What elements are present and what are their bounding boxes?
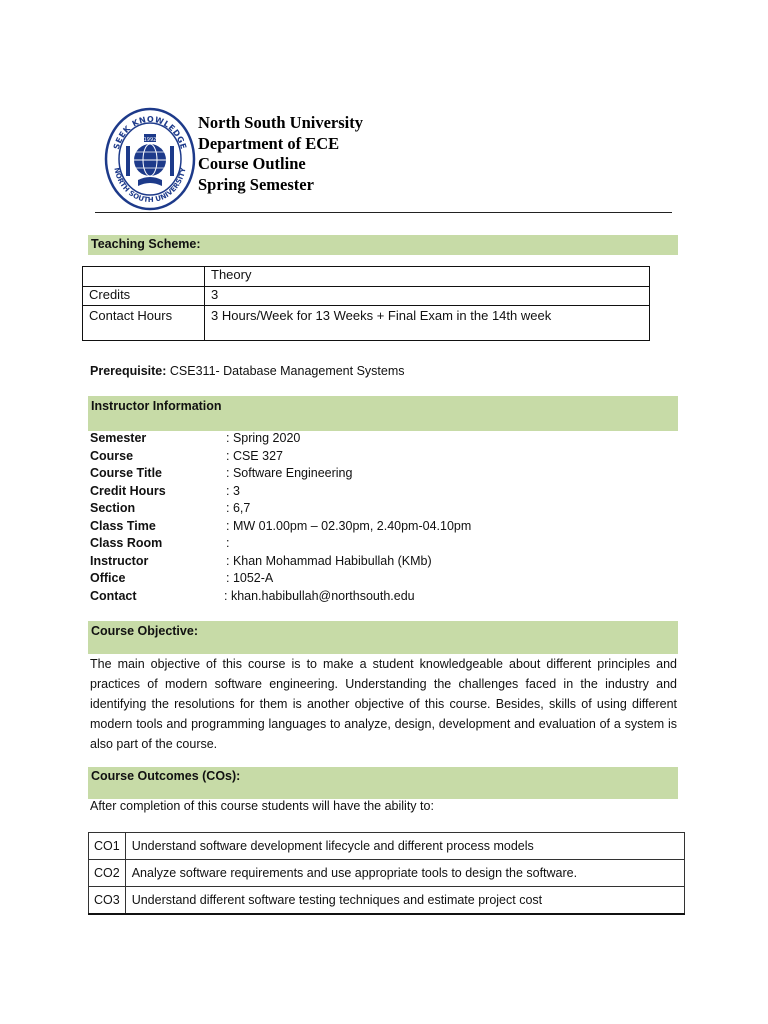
university-logo xyxy=(104,106,196,212)
teaching-scheme-value: 3 Hours/Week for 13 Weeks + Final Exam in the 14th week xyxy=(205,306,650,341)
teaching-scheme-heading: Teaching Scheme: xyxy=(88,235,678,255)
teaching-scheme-label: Contact Hours xyxy=(83,306,205,341)
info-value: : 1052-A xyxy=(226,571,274,585)
course-outcomes-intro: After completion of this course students will have the ability to: xyxy=(90,799,434,813)
logo-motto-top: SEEK KNOWLEDGE xyxy=(111,114,189,151)
co-id: CO3 xyxy=(89,887,126,915)
co-text: Analyze software requirements and use appropriate tools to design the software. xyxy=(125,860,684,887)
teaching-scheme-value: Theory xyxy=(205,267,650,287)
header-department: Department of ECE xyxy=(198,134,340,153)
co-text: Understand different software testing techniques and estimate project cost xyxy=(125,887,684,915)
header-semester: Spring Semester xyxy=(198,175,314,194)
info-value: : MW 01.00pm – 02.30pm, 2.40pm-04.10pm xyxy=(226,518,472,533)
course-objective-text: The main objective of this course is to make a student knowledgeable about different principles and practices of modern software engineering. Understanding the challenges faced in the industry and identifying the resolutions for them is another objective of this course. Besides, skills of using different modern tools and programming languages to analyze, design, development and evaluation of a system is also part of the course. xyxy=(90,657,677,751)
logo-motto-bottom: NORTH SOUTH UNIVERSITY xyxy=(112,166,188,205)
info-value: : Khan Mohammad Habibullah (KMb) xyxy=(226,553,432,568)
course-objective-heading: Course Objective: xyxy=(88,621,678,654)
info-label: Course xyxy=(90,448,134,463)
teaching-scheme-row xyxy=(83,306,650,341)
co-text: Understand software development lifecycle and different process models xyxy=(125,833,684,860)
course-outcomes-table xyxy=(88,832,685,915)
logo-year: 1992 xyxy=(143,137,157,143)
prerequisite-value: CSE311- Database Management Systems xyxy=(166,364,405,378)
info-value: : xyxy=(226,536,230,550)
co-row xyxy=(89,833,685,860)
info-value: : CSE 327 xyxy=(226,448,283,463)
info-label: Class Time xyxy=(90,518,156,533)
info-value: : 3 xyxy=(226,483,240,498)
teaching-scheme-row xyxy=(83,287,650,306)
contact-email-link[interactable]: : khan.habibullah@northsouth.edu xyxy=(224,588,415,603)
info-label: Section xyxy=(90,501,136,515)
info-value: : Software Engineering xyxy=(226,466,353,480)
prerequisite-label: Prerequisite: xyxy=(90,364,167,378)
co-id: CO2 xyxy=(89,860,126,887)
co-row xyxy=(89,887,685,915)
info-label: Course Title xyxy=(90,466,163,480)
info-label: Office xyxy=(90,571,126,585)
teaching-scheme-table xyxy=(82,266,650,341)
course-outcomes-heading: Course Outcomes (COs): xyxy=(88,767,678,799)
info-label: Credit Hours xyxy=(90,483,166,498)
info-label: Contact xyxy=(90,588,137,603)
co-row xyxy=(89,860,685,887)
teaching-scheme-value: 3 xyxy=(205,287,650,306)
info-label: Semester xyxy=(90,431,147,445)
info-label: Class Room xyxy=(90,536,163,550)
co-id: CO1 xyxy=(89,833,126,860)
teaching-scheme-label: Credits xyxy=(83,287,205,306)
instructor-info-heading: Instructor Information xyxy=(88,396,678,431)
info-label: Instructor xyxy=(90,553,149,568)
teaching-scheme-row xyxy=(83,267,650,287)
header-document-type: Course Outline xyxy=(198,154,306,173)
prerequisite xyxy=(90,364,405,378)
info-value: : 6,7 xyxy=(226,501,251,515)
header-divider xyxy=(95,212,672,213)
teaching-scheme-label xyxy=(83,267,205,287)
header-university-name: North South University xyxy=(198,113,364,132)
info-value: : Spring 2020 xyxy=(226,431,301,445)
